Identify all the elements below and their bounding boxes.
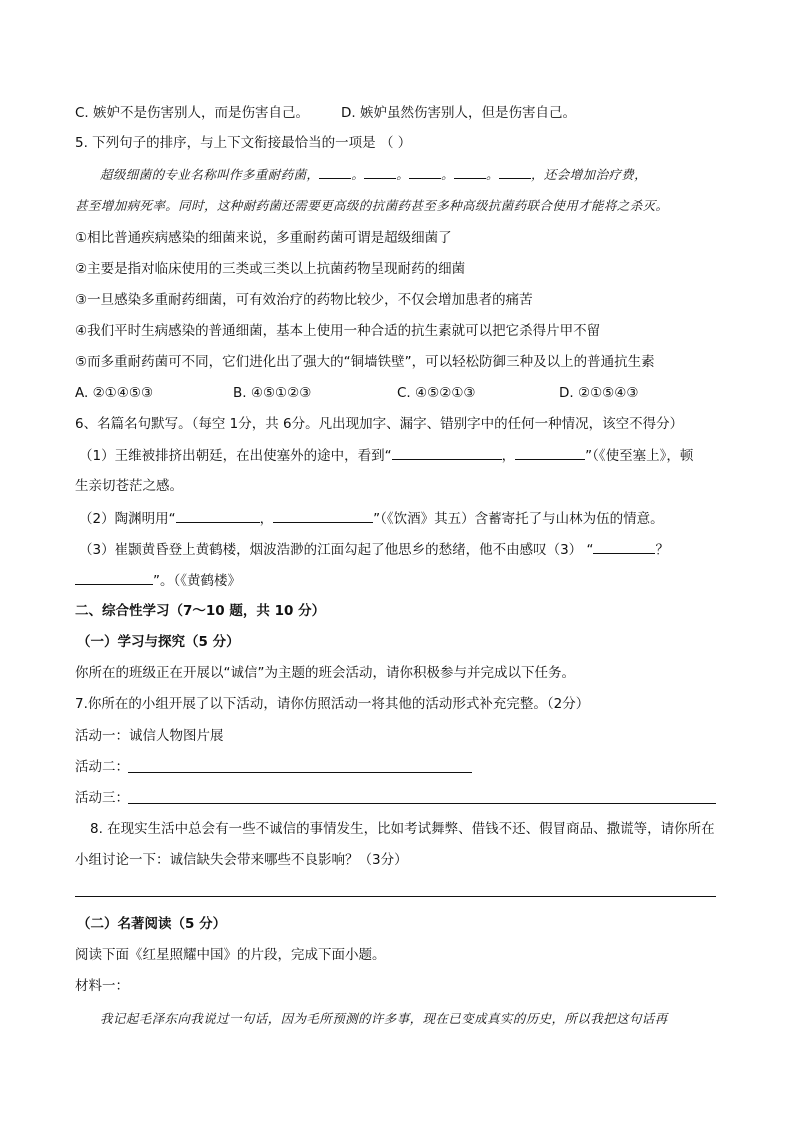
q6-item1-line1 [79, 445, 693, 466]
q5-passage-start: 超级细菌的专业名称叫作多重耐药菌， [100, 167, 320, 182]
q5-option-d: D. ②①⑤④③ [559, 385, 639, 401]
q5-blank-3[interactable] [409, 164, 441, 179]
q6-question-mark: ？ [655, 542, 669, 558]
q5-sep: 。 [396, 167, 410, 182]
q6-item1-line2: 生亲切苍茫之感。 [75, 478, 183, 494]
q5-sentence-3: ③一旦感染多重耐药细菌，可有效治疗的药物比较少，不仅会增加患者的痛苦 [75, 292, 533, 308]
material-1-label: 材料一： [75, 978, 129, 994]
q5-sentence-4: ④我们平时生病感染的普通细菌，基本上使用一种合适的抗生素就可以把它杀得片甲不留 [75, 323, 601, 339]
section2-intro: 你所在的班级正在开展以“诚信”为主题的班会活动，请你积极参与并完成以下任务。 [75, 665, 575, 681]
q6-item2-text-a: （2）陶渊明用“ [79, 511, 176, 527]
q5-passage-line2: 甚至增加病死率。同时，这种耐药菌还需要更高级的抗菌药甚至多种高级抗菌药联合使用才能将之杀灭。 [75, 198, 669, 213]
q5-option-c: C. ④⑤②①③ [397, 385, 476, 401]
q5-blank-4[interactable] [454, 164, 486, 179]
q5-sentence-5: ⑤而多重耐药菌可不同，它们进化出了强大的“铜墙铁壁”，可以轻松防御三种及以上的普通抗生素 [75, 354, 655, 370]
q6-item2-text-b: ”（《饮酒》其五）含蓄寄托了与山林为伍的情意。 [373, 511, 664, 527]
q5-option-a: A. ②①④⑤③ [75, 385, 154, 401]
q5-sentence-2: ②主要是指对临床使用的三类或三类以上抗菌药物呈现耐药的细菌 [75, 261, 466, 277]
q6-stem: 6、名篇名句默写。（每空 1分，共 6分。凡出现加字、漏字、错别字中的任何一种情况，该空不得分） [75, 416, 684, 432]
q4-options-row [75, 103, 576, 123]
q5-blank-1[interactable] [319, 164, 351, 179]
q6-blank-1[interactable] [392, 445, 502, 460]
q7-stem: 7.你所在的小组开展了以下活动，请你仿照活动一将其他的活动形式补充完整。（2分） [75, 696, 590, 712]
activity-2-answer-line[interactable] [128, 772, 472, 773]
q6-blank-2[interactable] [515, 445, 585, 460]
q5-sep: 。 [351, 167, 365, 182]
q5-sep: 。 [486, 167, 499, 182]
q6-blank-6[interactable] [75, 570, 153, 585]
q6-blank-4[interactable] [273, 508, 373, 523]
q6-item3-text-a: （3）崔颢黄昏登上黄鹤楼，烟波浩渺的江面勾起了他思乡的愁绪，他不由感叹（3） “ [79, 542, 594, 558]
q6-item1-text-a: （1）王维被排挤出朝廷，在出使塞外的途中，看到“ [79, 448, 392, 464]
q8-stem-line2: 小组讨论一下：诚信缺失会带来哪些不良影响？（3分） [75, 852, 408, 868]
q6-item3-text-b: ”。（《黄鹤楼》 [153, 573, 241, 589]
q5-options-row [75, 383, 639, 403]
q6-item1-text-b: ”（《使至塞上》，顿 [585, 448, 694, 464]
q6-comma: ， [501, 448, 516, 464]
q5-blank-5[interactable] [499, 164, 531, 179]
q6-comma: ， [259, 511, 274, 527]
q4-option-d: D. 嫉妒虽然伤害别人，但是伤害自己。 [341, 105, 576, 121]
q5-sentence-1: ①相比普通疾病感染的细菌来说，多重耐药菌可谓是超级细菌了 [75, 230, 452, 246]
q5-sep: 。 [441, 167, 455, 182]
section2-sub1: （一）学习与探究（5 分） [77, 634, 240, 650]
activity-2-label: 活动二： [75, 759, 129, 775]
q5-passage-line1 [100, 164, 647, 185]
reading-intro: 阅读下面《红星照耀中国》的片段，完成下面小题。 [75, 947, 386, 963]
q5-stem: 5. 下列句子的排序，与上下文衔接最恰当的一项是 （ ） [75, 135, 412, 151]
q6-item2 [79, 508, 664, 529]
activity-1: 活动一：诚信人物图片展 [75, 728, 224, 744]
q6-blank-5[interactable] [593, 539, 655, 554]
q5-blank-2[interactable] [364, 164, 396, 179]
q6-blank-3[interactable] [176, 508, 260, 523]
q6-item3-line2 [75, 570, 241, 591]
activity-3-label: 活动三： [75, 790, 129, 806]
q8-answer-line[interactable] [75, 896, 716, 897]
q8-stem-line1: 8. 在现实生活中总会有一些不诚信的事情发生，比如考试舞弊、借钱不还、假冒商品、撒谎等，请你所在 [90, 821, 715, 837]
q4-option-c: C. 嫉妒不是伤害别人，而是伤害自己。 [75, 105, 310, 121]
section2-sub2: （二）名著阅读（5 分） [77, 916, 227, 932]
q6-item3-line1 [79, 539, 669, 560]
q5-option-b: B. ④⑤①②③ [233, 385, 312, 401]
activity-3-answer-line[interactable] [128, 803, 716, 804]
q5-passage-tail: ，还会增加治疗费， [530, 167, 648, 182]
material-1-text: 我记起毛泽东向我说过一句话，因为毛所预测的许多事，现在已变成真实的历史，所以我把这句话再 [100, 1011, 668, 1026]
section2-title: 二、综合性学习（7～10 题，共 10 分） [75, 603, 326, 619]
